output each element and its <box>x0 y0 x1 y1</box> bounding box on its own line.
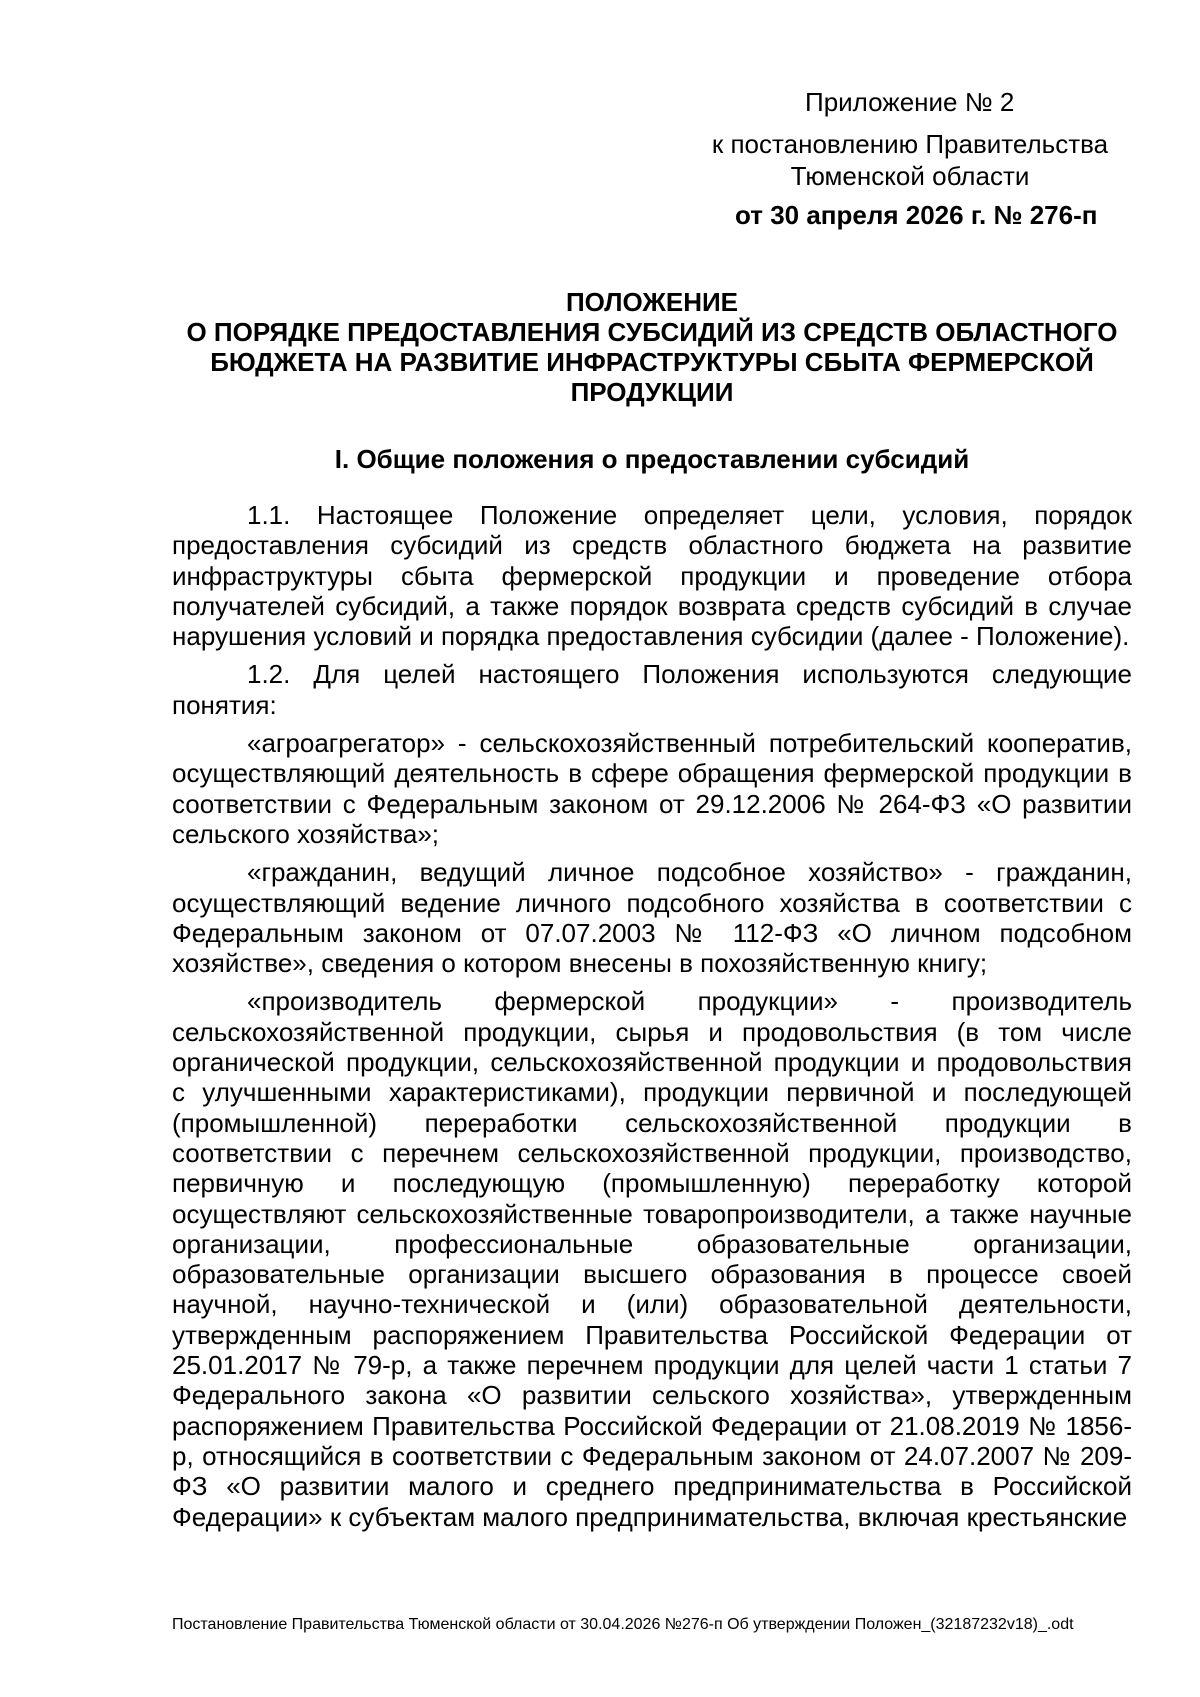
appendix-label: Приложение № 2 <box>805 87 1015 117</box>
definition-household-citizen: «гражданин, ведущий личное подсобное хозяйство» - гражданин, осуществляющий ведение личного подсобного хозяйства в соответствии с Федеральным законом от 07.07.2003 № 112-ФЗ «О личном подсобном хозяйстве», сведения о котором внесены в похозяйственную книгу; <box>172 857 1132 979</box>
document-title <box>172 287 1132 407</box>
title-line-3: БЮДЖЕТА НА РАЗВИТИЕ ИНФРАСТРУКТУРЫ СБЫТА ФЕРМЕРСКОЙ <box>210 347 1094 377</box>
document-body <box>172 500 1132 1540</box>
resolution-reference-line1: к постановлению Правительства <box>711 129 1109 159</box>
paragraph-1-1: 1.1. Настоящее Положение определяет цели, условия, порядок предоставления субсидий из средств областного бюджета на развитие инфраструктуры сбыта фермерской продукции и проведение отбора получателей субсидий, а также порядок возврата средств субсидий в случае нарушения условий и порядка предоставления субсидии (далее - Положение). <box>172 500 1132 652</box>
title-line-1: ПОЛОЖЕНИЕ <box>565 287 739 317</box>
definition-agroaggregator: «агроагрегатор» - сельскохозяйственный потребительский кооператив, осуществляющий деятельность в сфере обращения фермерской продукции в соответствии с Федеральным законом от 29.12.2006 № 264-ФЗ «О развитии сельского хозяйства»; <box>172 728 1132 849</box>
resolution-reference <box>700 128 1120 192</box>
resolution-reference-line2: Тюменской области <box>790 161 1030 191</box>
title-line-2: О ПОРЯДКЕ ПРЕДОСТАВЛЕНИЯ СУБСИДИЙ ИЗ СРЕДСТВ ОБЛАСТНОГО <box>186 317 1118 347</box>
title-line-4: ПРОДУКЦИИ <box>570 377 734 407</box>
document-footer: Постановление Правительства Тюменской области от 30.04.2026 №276-п Об утверждении Положен_(32187232v18)_.odt <box>172 1616 1074 1633</box>
resolution-date-number: от 30 апреля 2026 г. № 276-п <box>735 200 1098 230</box>
definition-farm-producer: «производитель фермерской продукции» - производитель сельскохозяйственной продукции, сырья и продовольствия (в том числе органической продукции, сельскохозяйственной продукции и продовольствия с улучшенными характеристиками), продукции первичной и последующей (промышленной) переработки сельскохозяйственной продукции в соответствии с перечнем сельскохозяйственной продукции, производство, первичную и последующую (промышленную) переработку которой осуществляют сельскохозяйственные товаропроизводители, а также научные организации, профессиональные образовательные организации, образовательные организации высшего образования в процессе своей научной, научно-технической и (или) образовательной деятельности, утвержденным распоряжением Правительства Российской Федерации от 25.01.2017 № 79-р, а также перечнем продукции для целей части 1 статьи 7 Федерального закона «О развитии сельского хозяйства», утвержденным распоряжением Правительства Российской Федерации от 21.08.2019 № 1856-р, относящийся в соответствии с Федеральным законом от 24.07.2007 № 209-ФЗ «О развитии малого и среднего предпринимательства в Российской Федерации» к субъектам малого предпринимательства, включая крестьянские <box>172 986 1132 1532</box>
paragraph-1-2: 1.2. Для целей настоящего Положения используются следующие понятия: <box>172 659 1132 720</box>
section-heading: I. Общие положения о предоставлении субсидий <box>334 444 970 474</box>
